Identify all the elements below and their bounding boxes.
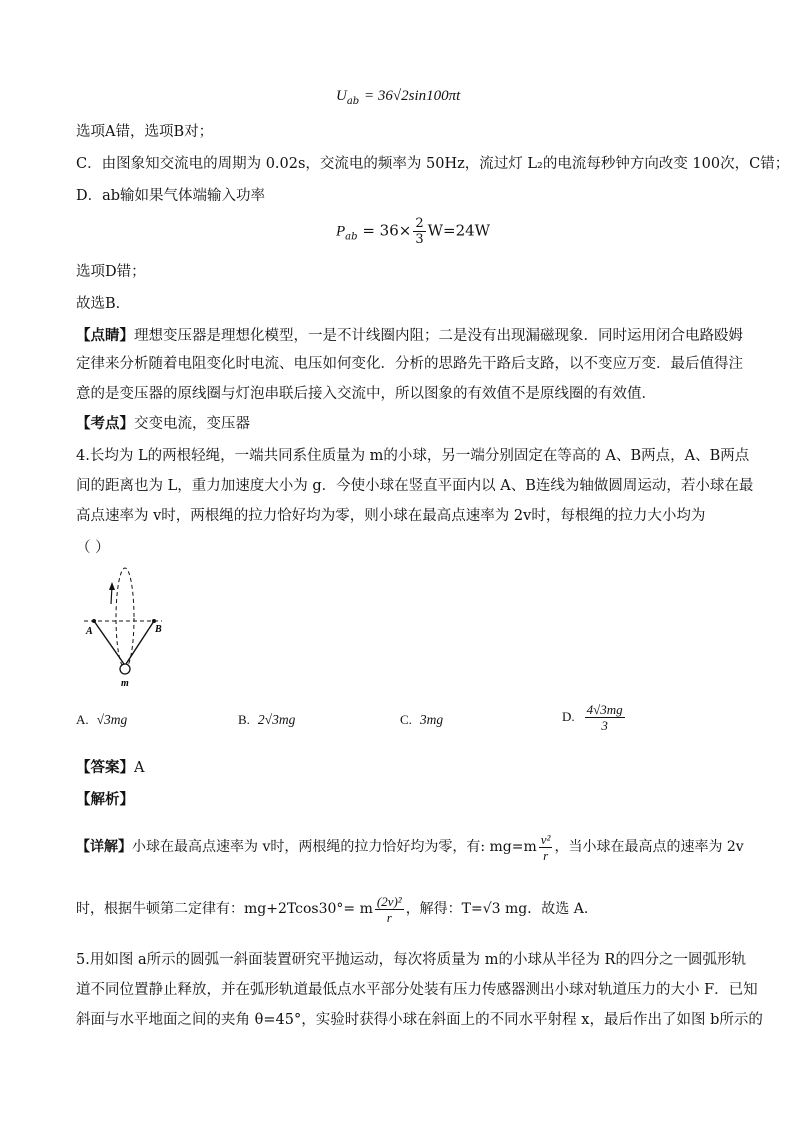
option-c-letter: C. <box>400 712 412 727</box>
formula-p-subscript: ab <box>345 231 358 243</box>
detail-1-denominator: r <box>543 847 549 863</box>
choose-text: 故选B． <box>76 296 131 312</box>
formula-p-denominator: 3 <box>415 232 424 247</box>
choice-ab-text: 选项A错，选项B对； <box>76 124 214 140</box>
answer-tag: 【答案】 <box>76 759 134 776</box>
formula-p-numerator: 2 <box>415 216 424 231</box>
option-b <box>238 712 295 728</box>
dianjing-text-1: 理想变压器是理想化模型，一是不计线圈内阻；二是没有出现漏磁现象．同时运用闭合电路殴姆 <box>134 328 743 344</box>
q4-line-3: 高点速率为 v时，两根绳的拉力恰好均为零，则小球在最高点速率为 2v时，每根绳的拉力大小均为 <box>76 508 706 524</box>
detail-line-2 <box>76 892 588 926</box>
label-b: B <box>155 624 162 635</box>
detail-2-denominator: r <box>386 909 392 925</box>
label-a: A <box>86 626 93 637</box>
detail-2-numerator: (2v)² <box>376 893 402 909</box>
ball-circle <box>120 664 130 674</box>
option-d-numerator: 4√3mg <box>586 702 623 717</box>
kaodian-tag: 【考点】 <box>76 415 134 432</box>
label-m: m <box>121 678 129 689</box>
detail-1-numerator: v² <box>540 831 551 847</box>
dianjing-line-2: 定律来分析随着电阻变化时电流、电压如何变化．分析的思路先干路后支路，以不变应万变．最后值得注 <box>76 356 743 372</box>
dianjing-tag: 【点睛】 <box>76 327 134 344</box>
option-d-text: D．ab输如果气体端输入功率 <box>76 188 266 204</box>
option-c-text: C．由图象知交流电的周期为 0.02s，交流电的频率为 50Hz，流过灯 L₂的电流每秒钟方向改变 100次，C错； <box>76 156 790 172</box>
point-a-dot <box>92 619 96 623</box>
option-d-letter: D. <box>562 709 575 724</box>
answer-value: A <box>134 760 145 776</box>
q4-line-1: 4.长均为 L的两根轻绳，一端共同系住质量为 m的小球，另一端分别固定在等高的 A、B两点，A、B两点 <box>76 448 750 464</box>
formula-p-fraction <box>413 216 425 247</box>
jiexi-line <box>76 790 134 810</box>
option-d-denominator: 3 <box>601 718 608 733</box>
option-c-value: 3mg <box>419 712 444 727</box>
option-d <box>562 702 627 733</box>
formula-u-rhs: = 36√2sin100πt <box>364 88 461 104</box>
detail-2-part-a: 时，根据牛顿第二定律有：mg+2Tcos30°= m <box>76 901 373 917</box>
dianjing-line-3: 意的是变压器的原线圈与灯泡串联后接入交流中，所以图象的有效值不是原线圈的有效值． <box>76 386 656 402</box>
circular-path-ellipse <box>116 568 134 668</box>
detail-line-1 <box>76 830 744 864</box>
option-b-value: 2√3mg <box>257 712 296 727</box>
detail-2-fraction <box>375 894 404 925</box>
point-b-dot <box>152 619 156 623</box>
option-d-fraction <box>585 702 625 733</box>
formula-p-symbol: P <box>336 223 346 240</box>
kaodian-text: 交变电流，变压器 <box>134 416 250 432</box>
detail-1-part-b: ，当小球在最高点的速率为 2v <box>554 839 744 855</box>
q5-line-2: 道不同位置静止释放，并在弧形轨道最低点水平部分处装有压力传感器测出小球对轨道压力的大小 F．已知 <box>76 982 758 998</box>
jiexi-tag: 【解析】 <box>76 791 134 808</box>
formula-p-part-b: W=24W <box>427 221 491 240</box>
formula-u-ab <box>336 86 460 107</box>
option-c <box>400 712 443 728</box>
formula-u-symbol: U <box>336 88 347 104</box>
choice-d-text: 选项D错； <box>76 264 146 280</box>
detail-tag: 【详解】 <box>76 839 132 855</box>
rope-b <box>126 621 154 664</box>
formula-p-part-a: = 36× <box>362 221 412 240</box>
dianjing-line-1 <box>76 326 743 346</box>
motion-arrow-head <box>109 582 115 590</box>
kaodian-line <box>76 414 250 434</box>
option-b-letter: B. <box>238 712 250 727</box>
option-a-value: √3mg <box>96 712 128 727</box>
q4-line-2: 间的距离也为 L，重力加速度大小为 g．今使小球在竖直平面内以 A、B连线为轴做圆周运动，若小球在最 <box>76 478 754 494</box>
q4-paren: （ ） <box>76 540 110 556</box>
formula-u-subscript: ab <box>346 96 360 107</box>
formula-p-ab <box>336 216 490 247</box>
option-a <box>76 712 127 728</box>
detail-1-fraction <box>539 832 553 863</box>
q5-line-3: 斜面与水平地面之间的夹角 θ=45°，实验时获得小球在斜面上的不同水平射程 x，最后作出了如图 b所示的 <box>76 1012 763 1028</box>
option-a-letter: A. <box>76 712 89 727</box>
detail-2-part-b: ，解得：T=√3 mg．故选 A. <box>405 901 589 917</box>
q4-figure <box>80 564 170 690</box>
q5-line-1: 5.用如图 a所示的圆弧一斜面装置研究平抛运动，每次将质量为 m的小球从半径为 R的四分之一圆弧形轨 <box>76 952 746 968</box>
rope-a <box>94 621 124 664</box>
answer-line <box>76 758 144 778</box>
detail-1-part-a: 小球在最高点速率为 v时，两根绳的拉力恰好均为零，有: mg=m <box>132 839 537 855</box>
